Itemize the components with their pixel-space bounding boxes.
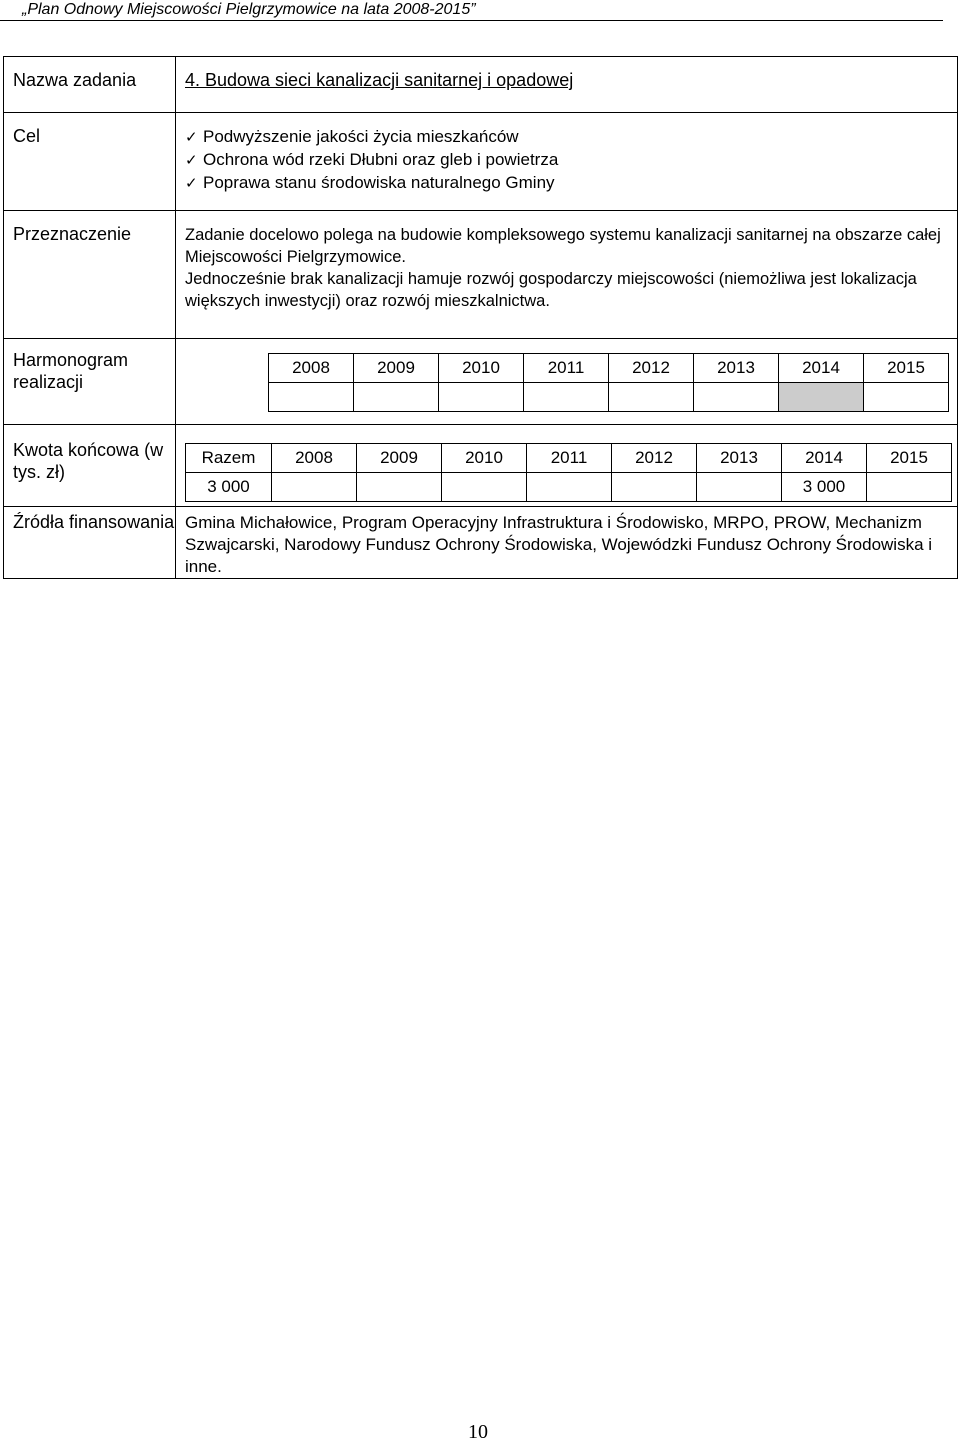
schedule-cell (524, 383, 609, 412)
check-icon: ✓ (185, 152, 198, 169)
amount-header: Razem (186, 444, 272, 473)
amount-header: 2012 (612, 444, 697, 473)
row-amount (4, 425, 958, 507)
amount-value (527, 473, 612, 502)
page-number: 10 (468, 1421, 488, 1443)
schedule-cell (354, 383, 439, 412)
schedule-cell (269, 383, 354, 412)
amount-header: 2008 (272, 444, 357, 473)
row-purpose (4, 211, 958, 339)
row-task-name (4, 57, 958, 113)
schedule-year: 2014 (779, 354, 864, 383)
check-icon: ✓ (185, 175, 198, 192)
schedule-cell (864, 383, 949, 412)
row-sources (4, 507, 958, 579)
amount-grid (185, 443, 952, 502)
goal-item: ✓ Ochrona wód rzeki Dłubni oraz gleb i powietrza (185, 149, 957, 172)
schedule-year: 2013 (694, 354, 779, 383)
document-title: „Plan Odnowy Miejscowości Pielgrzymowice na lata 2008-2015” (22, 1, 476, 18)
goal-list (176, 113, 957, 195)
purpose-paragraph: Zadanie docelowo polega na budowie kompleksowego systemu kanalizacji sanitarnej na obszarze całej Miejscowości Pielgrzymowice. (185, 226, 941, 266)
amount-header: 2011 (527, 444, 612, 473)
schedule-year: 2009 (354, 354, 439, 383)
amount-value (697, 473, 782, 502)
amount-value (612, 473, 697, 502)
task-table (3, 56, 958, 579)
amount-value (442, 473, 527, 502)
sources-text: Gmina Michałowice, Program Operacyjny Infrastruktura i Środowisko, MRPO, PROW, Mechanizm Szwajcarski, Narodowy Fundusz Ochrony Środowiska, Wojewódzki Fundusz Ochrony Środowiska i inne. (185, 513, 933, 576)
amount-header: 2013 (697, 444, 782, 473)
purpose-paragraph: Jednocześnie brak kanalizacji hamuje rozwój gospodarczy miejscowości (niemożliwa jest lokalizacja większych inwestycji) oraz rozwój mieszkalnictwa. (185, 270, 917, 310)
schedule-cell (439, 383, 524, 412)
goal-item: ✓ Poprawa stanu środowiska naturalnego Gminy (185, 172, 957, 195)
schedule-year: 2008 (269, 354, 354, 383)
amount-header-row (186, 444, 952, 473)
label-sources: Źródła finansowania (13, 512, 175, 532)
label-schedule: Harmonogram realizacji (13, 350, 129, 392)
amount-value (272, 473, 357, 502)
row-schedule (4, 339, 958, 425)
schedule-grid (268, 353, 949, 412)
schedule-year: 2010 (439, 354, 524, 383)
amount-header: 2009 (357, 444, 442, 473)
label-goal: Cel (13, 126, 41, 146)
schedule-year: 2012 (609, 354, 694, 383)
schedule-cell (694, 383, 779, 412)
page-header (0, 0, 943, 21)
amount-value (357, 473, 442, 502)
check-icon: ✓ (185, 129, 198, 146)
amount-value (867, 473, 952, 502)
schedule-years-row (269, 354, 949, 383)
amount-header: 2015 (867, 444, 952, 473)
label-amount: Kwota końcowa (w tys. zł) (13, 440, 164, 482)
label-task-name: Nazwa zadania (13, 70, 137, 90)
amount-values-row (186, 473, 952, 502)
purpose-text (176, 211, 957, 312)
amount-value: 3 000 (782, 473, 867, 502)
amount-value: 3 000 (186, 473, 272, 502)
schedule-cell (609, 383, 694, 412)
amount-header: 2014 (782, 444, 867, 473)
row-goal (4, 113, 958, 211)
task-title: 4. Budowa sieci kanalizacji sanitarnej i opadowej (185, 70, 574, 90)
schedule-year: 2011 (524, 354, 609, 383)
schedule-marks-row (269, 383, 949, 412)
schedule-year: 2015 (864, 354, 949, 383)
schedule-cell (779, 383, 864, 412)
label-purpose: Przeznaczenie (13, 224, 132, 244)
goal-item: ✓ Podwyższenie jakości życia mieszkańców (185, 126, 957, 149)
amount-header: 2010 (442, 444, 527, 473)
